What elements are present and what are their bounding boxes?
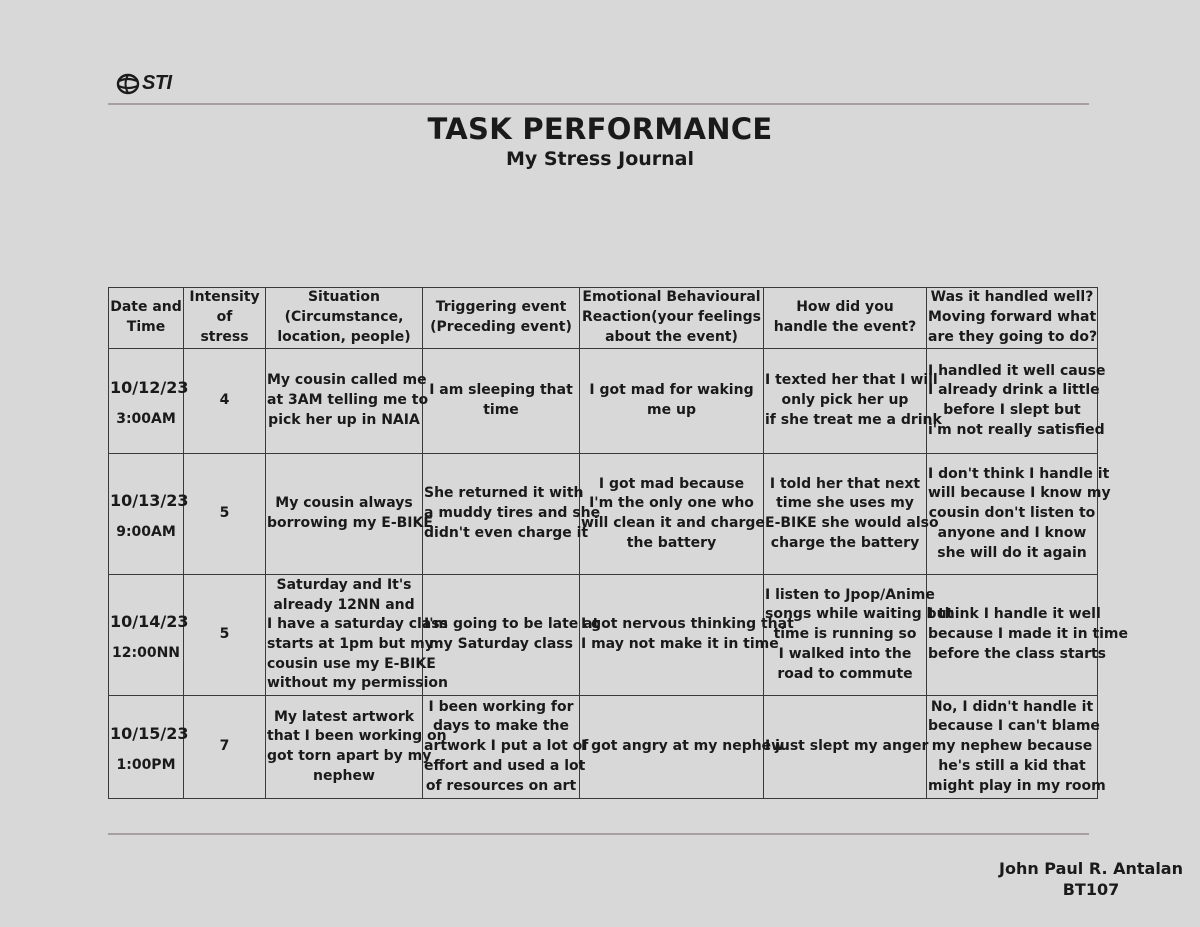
cell-line: that I been working on	[267, 728, 447, 745]
cell-line: I just slept my anger	[765, 738, 929, 755]
cell-line: I told her that next	[769, 475, 921, 492]
cell-line: didn't even charge it	[424, 524, 589, 541]
cell-line: location, people)	[277, 328, 411, 345]
outcome-cell	[927, 349, 1106, 454]
entry-date: 10/14/23	[110, 612, 189, 632]
cell-line: starts at 1pm but my	[267, 636, 434, 652]
bottom-divider	[108, 833, 1089, 835]
logo-text: STI	[142, 72, 172, 94]
cell-line: stress	[200, 328, 249, 345]
cell-line: are they going to do?	[928, 328, 1098, 345]
author-section: BT107	[1062, 880, 1120, 899]
table-row	[109, 696, 1098, 799]
cell-line: a muddy tires and she	[424, 505, 601, 522]
reaction-cell	[580, 349, 764, 454]
cell-line: Moving forward what	[928, 309, 1097, 326]
cell-line: How did you	[796, 299, 894, 316]
situation-cell	[266, 454, 433, 575]
outcome-cell	[927, 575, 1129, 696]
cell-line: cousin use my E-BIKE	[267, 655, 436, 672]
handling-cell	[764, 696, 927, 799]
cell-line: songs while waiting but	[765, 606, 954, 623]
cell-line: only pick her up	[781, 392, 909, 409]
reaction-cell	[580, 454, 764, 575]
cell-line: effort and used a lot	[424, 757, 586, 774]
cell-line: I listen to Jpop/Anime	[765, 586, 935, 603]
cell-line: I may not make it in time	[581, 636, 779, 652]
cell-line: Emotional Behavioural	[582, 289, 761, 306]
cell-line: (Preceding event)	[430, 319, 572, 335]
cell-line: he's still a kid that	[938, 757, 1086, 774]
entry-date: 10/15/23	[110, 724, 189, 744]
cell-line: I already drink a little	[928, 382, 1100, 399]
cell-line: will because I know my	[928, 485, 1111, 502]
outcome-cell	[927, 696, 1106, 799]
cell-line: already 12NN and	[273, 596, 415, 613]
cell-line: I'm going to be late at	[424, 616, 600, 633]
cell-line: I got mad for waking	[589, 382, 754, 399]
cell-line: will clean it and charge	[581, 515, 765, 531]
cell-line: days to make the	[432, 718, 570, 735]
cell-line: time	[483, 402, 519, 418]
table-row	[109, 454, 1098, 575]
situation-cell	[266, 575, 448, 696]
reaction-cell	[580, 696, 785, 799]
intensity-cell: 5	[184, 454, 266, 575]
cell-line: E-BIKE she would also	[765, 515, 939, 531]
cell-line: Was it handled well?	[930, 289, 1094, 306]
reaction-cell	[580, 575, 794, 696]
intensity-header	[184, 288, 266, 349]
cell-line: time is running so	[773, 626, 917, 643]
sti-logo	[116, 72, 172, 95]
cell-line: I got angry at my nephew	[581, 738, 785, 755]
table-row	[109, 575, 1098, 696]
cell-line: Saturday and It's	[276, 576, 412, 593]
cell-line: about the event)	[605, 328, 738, 345]
cell-line: borrowing my E-BIKE	[267, 515, 433, 531]
cell-line: time she uses my	[776, 495, 914, 512]
cell-line: I think I handle it well	[928, 606, 1101, 623]
handling-cell	[764, 575, 954, 696]
cell-line: of	[216, 309, 233, 326]
cell-line: got torn apart by my	[267, 748, 432, 764]
cell-line: handle the event?	[773, 319, 917, 335]
cell-line: Triggering event	[435, 299, 567, 316]
cell-line: she will do it again	[937, 544, 1087, 561]
stress-journal-table	[108, 287, 1129, 799]
author-block	[996, 858, 1186, 900]
globe-icon	[116, 73, 140, 95]
cell-line: my Saturday class	[429, 636, 573, 652]
situation-cell	[266, 696, 447, 799]
cell-line: cousin don't listen to	[928, 505, 1096, 522]
trigger-cell	[423, 696, 589, 799]
entry-date: 10/12/23	[110, 378, 189, 398]
entry-time: 1:00PM	[116, 757, 176, 773]
cell-line: without my permission	[267, 675, 448, 692]
intensity-cell: 7	[184, 696, 266, 799]
cell-line: me up	[647, 402, 696, 418]
reaction-header	[580, 288, 764, 349]
cell-line: the battery	[626, 534, 717, 551]
cell-line: before I slept but	[943, 402, 1081, 418]
cell-line: before the class starts	[928, 645, 1107, 662]
date-time-cell	[109, 696, 189, 799]
intensity-cell: 4	[184, 349, 266, 454]
table-header-row	[109, 288, 1098, 349]
cell-line: My latest artwork	[273, 708, 415, 725]
date-time-header	[109, 288, 184, 349]
cell-line: I got mad because	[598, 475, 745, 492]
cell-line: because I can't blame	[928, 718, 1100, 735]
page-title: TASK PERFORMANCE	[427, 112, 773, 146]
cell-line: of resources on art	[425, 777, 577, 794]
situation-cell	[266, 349, 429, 454]
cell-line: if she treat me a drink	[765, 411, 942, 428]
cell-line: I been working for	[428, 698, 574, 715]
trigger-cell	[423, 349, 580, 454]
cell-line: (Circumstance,	[284, 309, 404, 326]
outcome-cell	[927, 454, 1111, 575]
top-divider	[108, 103, 1089, 105]
cell-line: because I made it in time	[928, 626, 1129, 643]
date-time-cell	[109, 454, 189, 575]
cell-line: My cousin always	[275, 495, 413, 512]
cell-line: Date and	[110, 299, 182, 316]
cell-line: She returned it with	[424, 485, 584, 502]
cell-line: I walked into the	[778, 645, 912, 662]
cell-line: Situation	[307, 289, 381, 306]
outcome-header	[927, 288, 1098, 349]
entry-time: 12:00NN	[112, 645, 180, 661]
entry-time: 9:00AM	[116, 524, 176, 540]
cell-line: road to commute	[777, 665, 913, 682]
cell-line: pick her up in NAIA	[268, 411, 420, 428]
cell-line: anyone and I know	[937, 524, 1087, 541]
handling-cell	[764, 349, 942, 454]
handling-header	[764, 288, 927, 349]
table-row	[109, 349, 1098, 454]
situation-header	[266, 288, 423, 349]
cell-line: might play in my room	[928, 777, 1106, 794]
cell-line: nephew	[313, 767, 375, 784]
cell-line: charge the battery	[770, 534, 920, 551]
cell-line: i'm not really satisfied	[928, 421, 1105, 438]
cell-line: No, I didn't handle it	[930, 698, 1094, 715]
cell-line: my nephew because	[931, 738, 1093, 755]
date-time-cell	[109, 349, 189, 454]
cell-line: at 3AM telling me to	[267, 392, 429, 409]
cell-line: My cousin called me	[267, 372, 427, 389]
handling-cell	[764, 454, 939, 575]
entry-time: 3:00AM	[116, 411, 176, 427]
cell-line: I don't think I handle it	[928, 465, 1110, 482]
page-subtitle: My Stress Journal	[505, 148, 695, 170]
cell-line: I texted her that I will	[765, 372, 938, 389]
trigger-header	[423, 288, 580, 349]
trigger-cell	[423, 454, 601, 575]
cell-line: artwork I put a lot of	[424, 738, 589, 755]
cell-line: Intensity	[189, 289, 260, 306]
cell-line: I'm the only one who	[589, 495, 754, 512]
intensity-cell: 5	[184, 575, 266, 696]
cell-line: I handled it well cause	[928, 362, 1106, 379]
cell-line: I am sleeping that	[429, 382, 573, 399]
cell-line: Time	[126, 319, 166, 335]
cell-line: Reaction(your feelings	[582, 309, 761, 326]
author-name: John Paul R. Antalan	[999, 859, 1183, 878]
cell-line: I have a saturday class	[267, 616, 448, 633]
cell-line: I got nervous thinking that	[581, 616, 794, 633]
entry-date: 10/13/23	[110, 491, 189, 511]
date-time-cell	[109, 575, 189, 696]
